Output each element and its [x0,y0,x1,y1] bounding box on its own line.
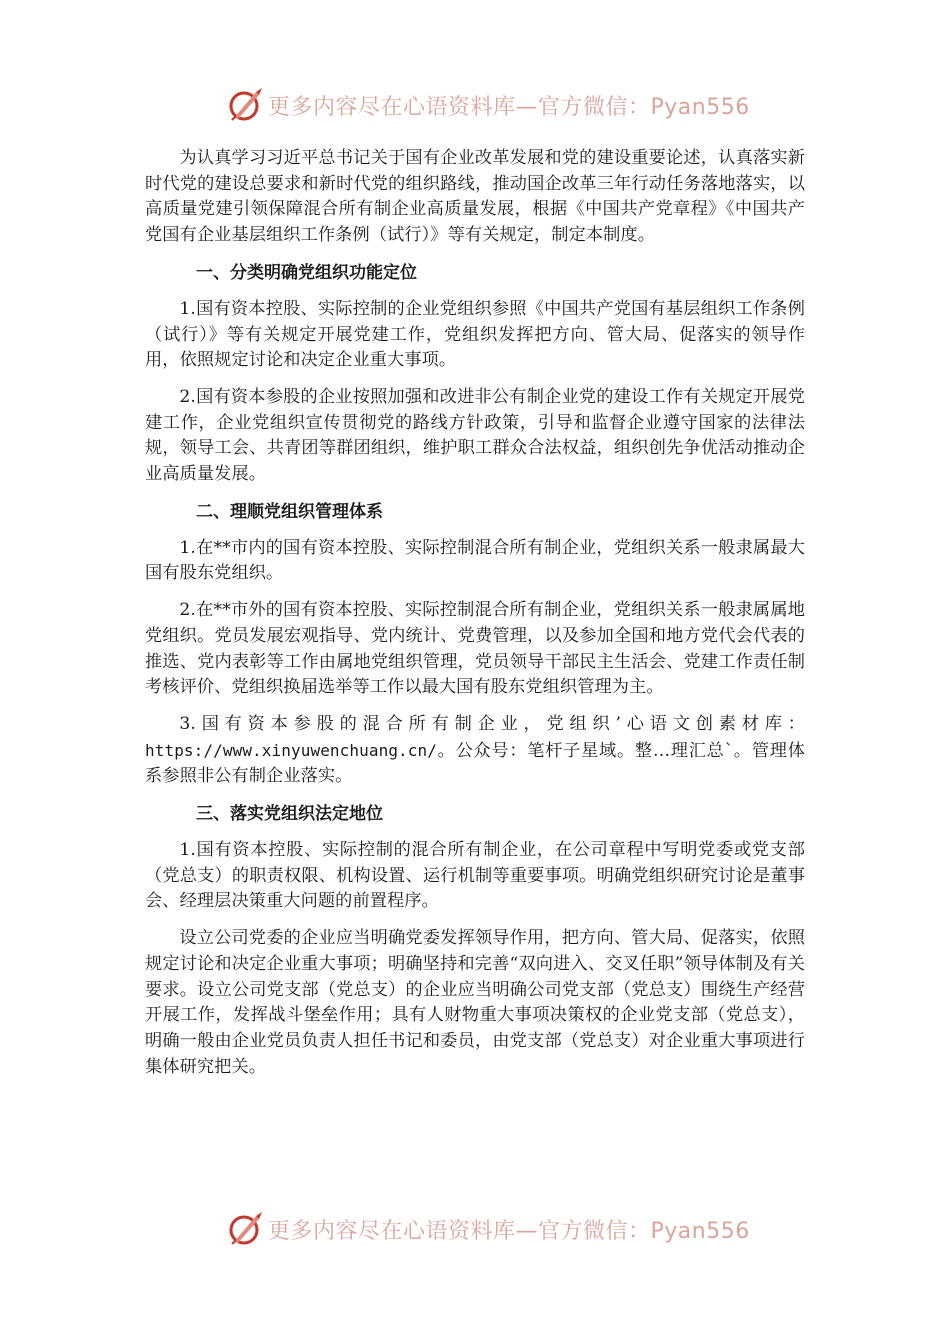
website-url: https://www.xinyuwenchuang.cn/ [145,740,437,760]
section-2-heading: 二、理顺党组织管理体系 [196,501,383,522]
p3-text-a: 3.国有资本参股的混合所有制企业，党组织’心语文创素材库： [179,713,805,734]
banner-text: 更多内容尽在心语资料库—官方微信：Pyan556 [268,94,750,120]
intro-paragraph: 为认真学习习近平总书记关于国有企业改革发展和党的建设重要论述，认真落实新时代党的建设总要求和新时代党的组织路线，推动国企改革三年行动任务落地落实，以高质量党建引领保障混合所有制企业高质量发展，根据《中国共产党章程》《中国共产党国有企业基层组织工作条例（试行）》等有关规定，制定本制度。 [145,148,805,246]
document-body [145,146,805,1091]
header-banner [226,86,750,124]
quill-pen-icon [226,86,264,124]
section-2-paragraph-1: 1.在**市内的国有资本控股、实际控制混合所有制企业，党组织关系一般隶属最大国有股东党组织。 [145,537,805,584]
p3-text-b: 。公众号：笔杆子星域。整…理汇总`。管理体系参照非公有制企业落实。 [145,740,805,787]
section-3-paragraph-2: 设立公司党委的企业应当明确党委发挥领导作用，把方向、管大局、促落实，依照规定讨论和决定企业重大事项；明确坚持和完善“双向进入、交叉任职”领导体制及有关要求。设立公司党支部（党总支）的企业应当明确公司党支部（党总支）围绕生产经营开展工作，发挥战斗堡垒作用；具有人财物重大事项决策权的企业党支部（党总支），明确一般由企业党员负责人担任书记和委员，由党支部（党总支）对企业重大事项进行集体研究把关。 [145,928,805,1077]
banner-text: 更多内容尽在心语资料库—官方微信：Pyan556 [268,1218,750,1244]
section-1-paragraph-1: 1.国有资本控股、实际控制的企业党组织参照《中国共产党国有基层组织工作条例（试行）》等有关规定开展党建工作，党组织发挥把方向、管大局、促落实的领导作用，依照规定讨论和决定企业重大事项。 [145,298,805,371]
section-3-heading: 三、落实党组织法定地位 [196,804,383,825]
quill-pen-icon [226,1210,264,1248]
section-3-paragraph-1: 1.国有资本控股、实际控制的混合所有制企业，在公司章程中写明党委或党支部（党总支）的职责权限、机构设置、运行机制等重要事项。明确党组织研究讨论是董事会、经理层决策重大问题的前置程序。 [145,840,805,912]
section-1-paragraph-2: 2.国有资本参股的企业按照加强和改进非公有制企业党的建设工作有关规定开展党建工作，企业党组织宣传贯彻党的路线方针政策，引导和监督企业遵守国家的法律法规，领导工会、共青团等群团组织，维护职工群众合法权益，组织创先争优活动推动企业高质量发展。 [145,386,805,485]
section-2-paragraph-2: 2.在**市外的国有资本控股、实际控制混合所有制企业，党组织关系一般隶属属地党组织。党员发展宏观指导、党内统计、党费管理，以及参加全国和地方党代会代表的推选、党内表彰等工作由属地党组织管理，党员领导干部民主生活会、党建工作责任制考核评价、党组织换届选举等工作以最大国有股东党组织管理为主。 [145,600,805,698]
section-1-heading: 一、分类明确党组织功能定位 [196,262,417,283]
footer-banner [226,1210,750,1248]
section-2-paragraph-3 [145,712,805,790]
